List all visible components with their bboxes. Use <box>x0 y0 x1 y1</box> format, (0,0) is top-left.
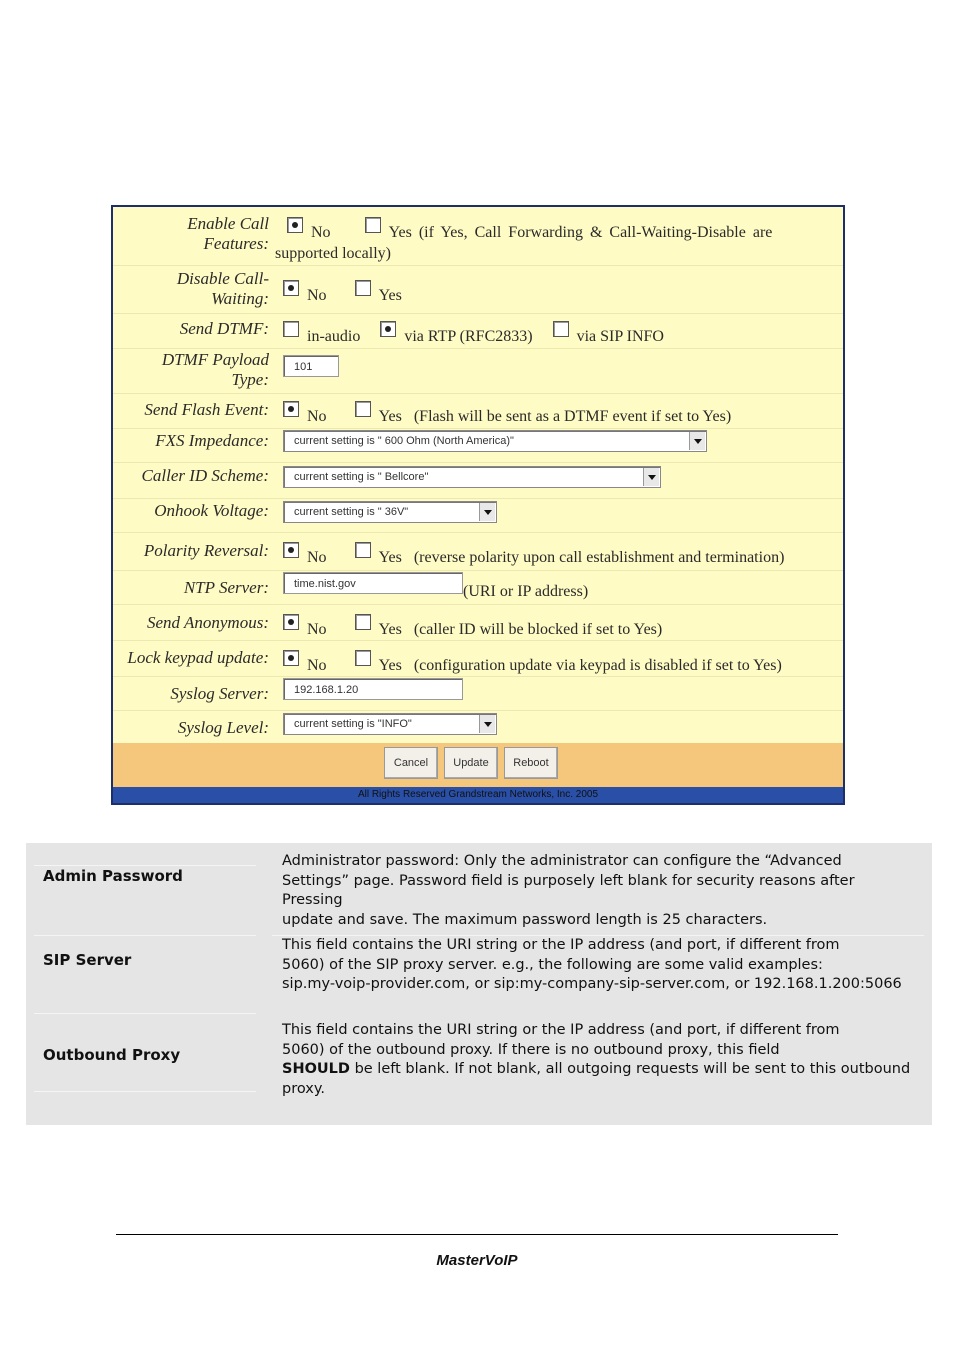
radio-enable-call-features-yes[interactable] <box>365 217 381 233</box>
option-label: Yes <box>378 549 402 566</box>
term-outbound-proxy: Outbound Proxy <box>43 1046 181 1064</box>
dtmf-payload-input[interactable]: 101 <box>283 355 339 377</box>
radio-dtmf-rtp[interactable] <box>380 321 396 337</box>
label-line: Disable Call- <box>176 269 269 288</box>
update-button[interactable]: Update <box>444 747 498 779</box>
option-label: Yes (if Yes, Call Forwarding & Call-Waiting-Disable are <box>388 224 773 241</box>
desc-line: proxy. <box>282 1080 325 1097</box>
row-disable-call-waiting <box>113 265 843 314</box>
label-disable-call-waiting <box>177 269 269 309</box>
note-text: (URI or IP address) <box>463 583 589 600</box>
copyright-footer: All Rights Reserved Grandstream Networks, Inc. 2005 <box>113 787 843 803</box>
row-caller-id-scheme <box>113 462 843 499</box>
chevron-down-icon <box>479 503 495 521</box>
label-send-flash-event: Send Flash Event: <box>144 400 269 419</box>
desc-line: update and save. The maximum password length is 25 characters. <box>282 911 768 928</box>
radio-polarity-yes[interactable] <box>355 542 371 558</box>
label-send-anonymous: Send Anonymous: <box>147 613 269 632</box>
desc-sip-server <box>282 936 912 995</box>
row-dtmf-payload <box>113 348 843 394</box>
onhook-voltage-select[interactable] <box>283 501 497 523</box>
desc-outbound-proxy <box>282 1021 912 1099</box>
select-value: current setting is " Bellcore" <box>294 471 429 483</box>
divider <box>34 1091 256 1092</box>
label-dtmf-payload <box>162 350 269 390</box>
desc-line: This field contains the URI string or the IP address (and port, if different from <box>282 937 840 953</box>
row-enable-call-features <box>113 207 843 266</box>
label-syslog-level: Syslog Level: <box>177 718 269 737</box>
radio-disable-call-waiting-yes[interactable] <box>355 280 371 296</box>
desc-admin-password <box>282 852 912 930</box>
option-label: via RTP (RFC2833) <box>404 328 533 345</box>
chevron-down-icon <box>689 432 705 450</box>
label-send-dtmf: Send DTMF: <box>179 319 269 338</box>
ntp-server-input[interactable]: time.nist.gov <box>283 572 463 594</box>
select-value: current setting is " 600 Ohm (North America)" <box>294 435 514 447</box>
label-line: Features: <box>203 234 269 253</box>
caller-id-scheme-select[interactable] <box>283 466 661 488</box>
divider <box>34 935 256 936</box>
radio-anonymous-yes[interactable] <box>355 614 371 630</box>
row-polarity-reversal <box>113 532 843 571</box>
divider <box>34 865 256 866</box>
chevron-down-icon <box>643 468 659 486</box>
option-label: No <box>307 657 327 674</box>
radio-dtmf-in-audio[interactable] <box>283 321 299 337</box>
desc-line <box>282 1060 912 1080</box>
note-text: (Flash will be sent as a DTMF event if set to Yes) <box>413 408 732 425</box>
option-label: Yes <box>378 408 402 425</box>
option-label: in-audio <box>307 328 361 345</box>
desc-line: sip.my-voip-provider.com, or sip:my-company-sip-server.com, or 192.168.1.200:5066 <box>282 976 902 992</box>
radio-anonymous-no[interactable] <box>283 614 299 630</box>
option-label: via SIP INFO <box>576 328 664 345</box>
row-syslog-server <box>113 676 843 711</box>
desc-line: Settings” page. Password field is purposely left blank for security reasons after Pressing <box>282 872 855 908</box>
option-label: Yes <box>378 287 402 304</box>
label-lock-keypad-update: Lock keypad update: <box>127 648 269 667</box>
label-fxs-impedance: FXS Impedance: <box>155 431 269 450</box>
row-send-anonymous <box>113 604 843 641</box>
option-label: No <box>307 549 327 566</box>
label-onhook-voltage: Onhook Voltage: <box>154 501 269 520</box>
option-label: Yes <box>378 621 402 638</box>
footer-rule <box>116 1234 838 1235</box>
desc-line: This field contains the URI string or the IP address (and port, if different from <box>282 1022 840 1038</box>
emphasis: SHOULD <box>282 1061 350 1077</box>
option-label: No <box>307 408 327 425</box>
note-text: supported locally) <box>275 245 391 262</box>
radio-disable-call-waiting-no[interactable] <box>283 280 299 296</box>
select-value: current setting is "INFO" <box>294 718 412 730</box>
label-line: Enable Call <box>187 214 269 233</box>
page-footer-brand: MasterVoIP <box>436 1252 518 1269</box>
row-ntp-server <box>113 570 843 605</box>
label-caller-id-scheme: Caller ID Scheme: <box>141 466 269 485</box>
option-label: No <box>307 287 327 304</box>
divider <box>34 1013 256 1014</box>
row-fxs-impedance <box>113 428 843 463</box>
cancel-button[interactable]: Cancel <box>384 747 438 779</box>
note-text: (caller ID will be blocked if set to Yes) <box>413 621 663 638</box>
desc-line: 5060) of the outbound proxy. If there is no outbound proxy, this field <box>282 1041 780 1058</box>
term-sip-server: SIP Server <box>43 951 132 969</box>
label-line: DTMF Payload <box>161 350 269 369</box>
form-button-bar <box>113 743 843 787</box>
radio-flash-yes[interactable] <box>355 401 371 417</box>
label-syslog-server: Syslog Server: <box>170 684 269 703</box>
definitions-table <box>26 843 932 1125</box>
row-send-dtmf <box>113 313 843 349</box>
syslog-level-select[interactable] <box>283 713 497 735</box>
radio-flash-no[interactable] <box>283 401 299 417</box>
label-polarity-reversal: Polarity Reversal: <box>143 541 269 560</box>
radio-lock-keypad-yes[interactable] <box>355 650 371 666</box>
row-onhook-voltage <box>113 498 843 533</box>
radio-dtmf-sip-info[interactable] <box>553 321 569 337</box>
desc-line: Administrator password: Only the administrator can configure the “Advanced <box>282 853 842 869</box>
option-label: No <box>311 224 331 241</box>
radio-polarity-no[interactable] <box>283 542 299 558</box>
select-value: current setting is " 36V" <box>294 506 409 518</box>
fxs-impedance-select[interactable] <box>283 430 707 452</box>
note-text: (reverse polarity upon call establishment and termination) <box>413 549 785 566</box>
label-enable-call-features <box>187 214 269 254</box>
label-line: Waiting: <box>211 289 269 308</box>
option-label: Yes <box>378 657 402 674</box>
row-lock-keypad-update <box>113 640 843 677</box>
desc-line: 5060) of the SIP proxy server. e.g., the following are some valid examples: <box>282 956 823 973</box>
config-form-screenshot <box>111 205 845 805</box>
row-syslog-level <box>113 710 843 743</box>
option-label: No <box>307 621 327 638</box>
term-admin-password: Admin Password <box>43 867 183 885</box>
reboot-button[interactable]: Reboot <box>504 747 558 779</box>
radio-lock-keypad-no[interactable] <box>283 650 299 666</box>
desc-text: be left blank. If not blank, all outgoing requests will be sent to this outbound <box>349 1061 911 1077</box>
radio-enable-call-features-no[interactable] <box>287 217 303 233</box>
syslog-server-input[interactable]: 192.168.1.20 <box>283 678 463 700</box>
row-send-flash-event <box>113 393 843 429</box>
label-line: Type: <box>231 370 269 389</box>
label-ntp-server: NTP Server: <box>183 578 269 597</box>
chevron-down-icon <box>479 715 495 733</box>
note-text: (configuration update via keypad is disabled if set to Yes) <box>413 657 782 674</box>
